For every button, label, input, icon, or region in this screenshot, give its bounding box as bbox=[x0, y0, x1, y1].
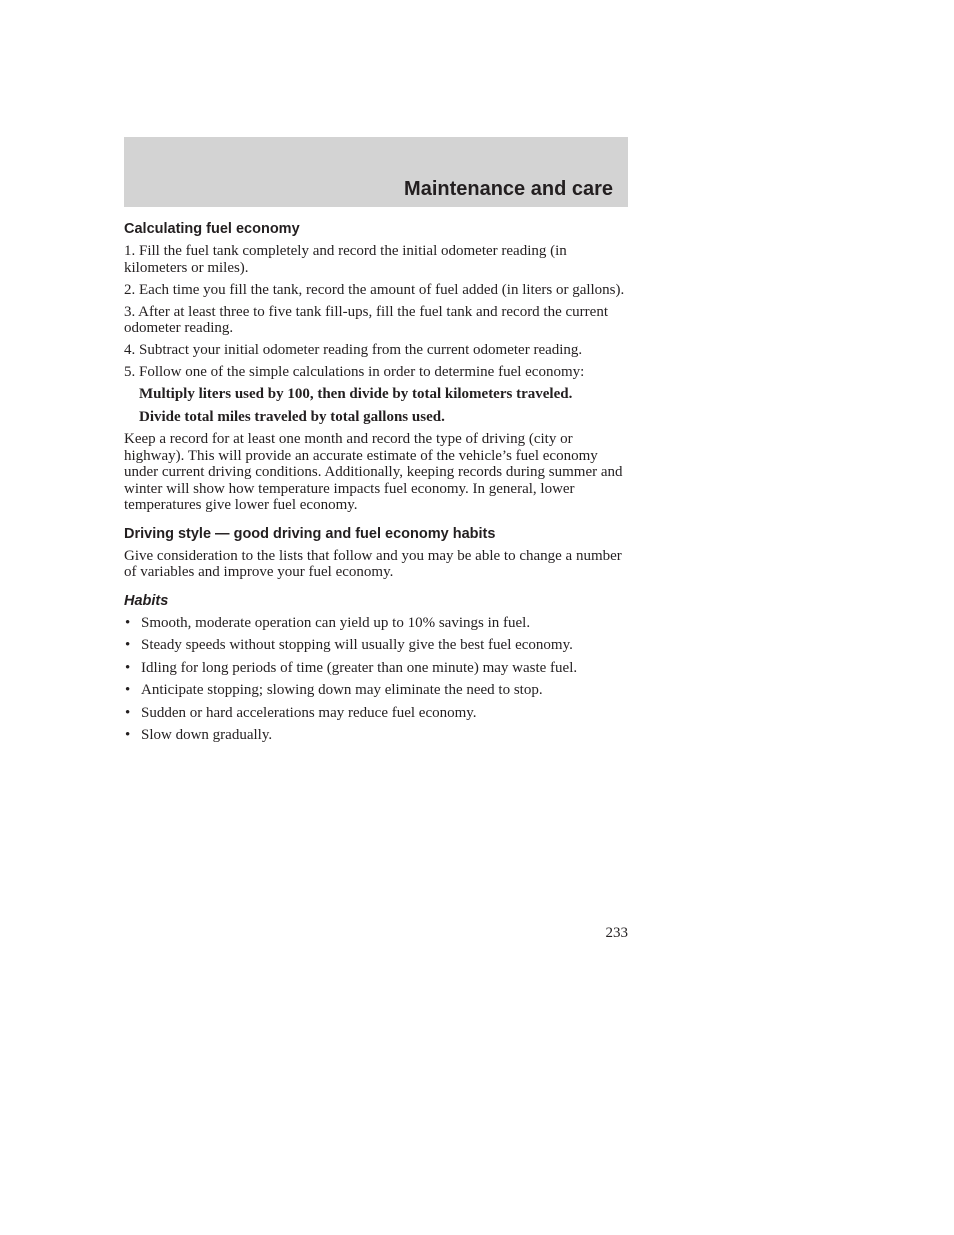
page-content bbox=[124, 220, 628, 750]
step-1: 1. Fill the fuel tank completely and record the initial odometer reading (in kilometers or miles). bbox=[124, 243, 567, 276]
heading-habits: Habits bbox=[124, 592, 169, 609]
list-item bbox=[124, 660, 628, 677]
list-item bbox=[124, 727, 628, 744]
section-title: Maintenance and care bbox=[404, 178, 613, 200]
list-item bbox=[124, 705, 628, 722]
bullet-icon: • bbox=[125, 704, 131, 721]
driving-style-intro: Give consideration to the lists that follow and you may be able to change a number of variables and improve your fuel economy. bbox=[124, 547, 622, 580]
bullet-icon: • bbox=[125, 637, 131, 653]
list-item-text: Idling for long periods of time (greater than one minute) may waste fuel. bbox=[141, 659, 578, 676]
heading-driving-style: Driving style — good driving and fuel economy habits bbox=[124, 525, 496, 542]
record-keeping-paragraph: Keep a record for at least one month and record the type of driving (city or highway). This will provide an accurate estimate of the vehicle’s fuel economy under current driving conditions. Additionally, keeping records during summer and winter will show how temperature impacts fuel economy. In general, lower temperatures give lower fuel economy. bbox=[124, 431, 623, 513]
habits-list bbox=[124, 615, 628, 744]
list-item-text: Sudden or hard accelerations may reduce fuel economy. bbox=[141, 704, 477, 721]
list-item-text: Anticipate stopping; slowing down may eliminate the need to stop. bbox=[141, 682, 543, 698]
heading-calculating-fuel-economy: Calculating fuel economy bbox=[124, 221, 300, 237]
list-item bbox=[124, 615, 628, 632]
bullet-icon: • bbox=[125, 659, 131, 676]
step-2: 2. Each time you fill the tank, record the amount of fuel added (in liters or gallons). bbox=[124, 281, 625, 298]
step-4: 4. Subtract your initial odometer reading from the current odometer reading. bbox=[124, 342, 583, 358]
step-5: 5. Follow one of the simple calculations in order to determine fuel economy: bbox=[124, 364, 585, 380]
section-header-band bbox=[124, 137, 628, 207]
list-item bbox=[124, 682, 628, 699]
bullet-icon: • bbox=[125, 727, 131, 743]
list-item-text: Smooth, moderate operation can yield up to 10% savings in fuel. bbox=[141, 614, 531, 631]
bullet-icon: • bbox=[125, 614, 131, 631]
page-number: 233 bbox=[605, 925, 628, 941]
list-item-text: Slow down gradually. bbox=[141, 727, 273, 743]
list-item bbox=[124, 637, 628, 654]
formula-metric: Multiply liters used by 100, then divide by total kilometers traveled. bbox=[139, 386, 573, 402]
step-3: 3. After at least three to five tank fill-ups, fill the fuel tank and record the current odometer reading. bbox=[124, 303, 608, 336]
list-item-text: Steady speeds without stopping will usually give the best fuel economy. bbox=[141, 637, 573, 653]
bullet-icon: • bbox=[125, 682, 131, 698]
formula-imperial: Divide total miles traveled by total gallons used. bbox=[139, 408, 445, 425]
